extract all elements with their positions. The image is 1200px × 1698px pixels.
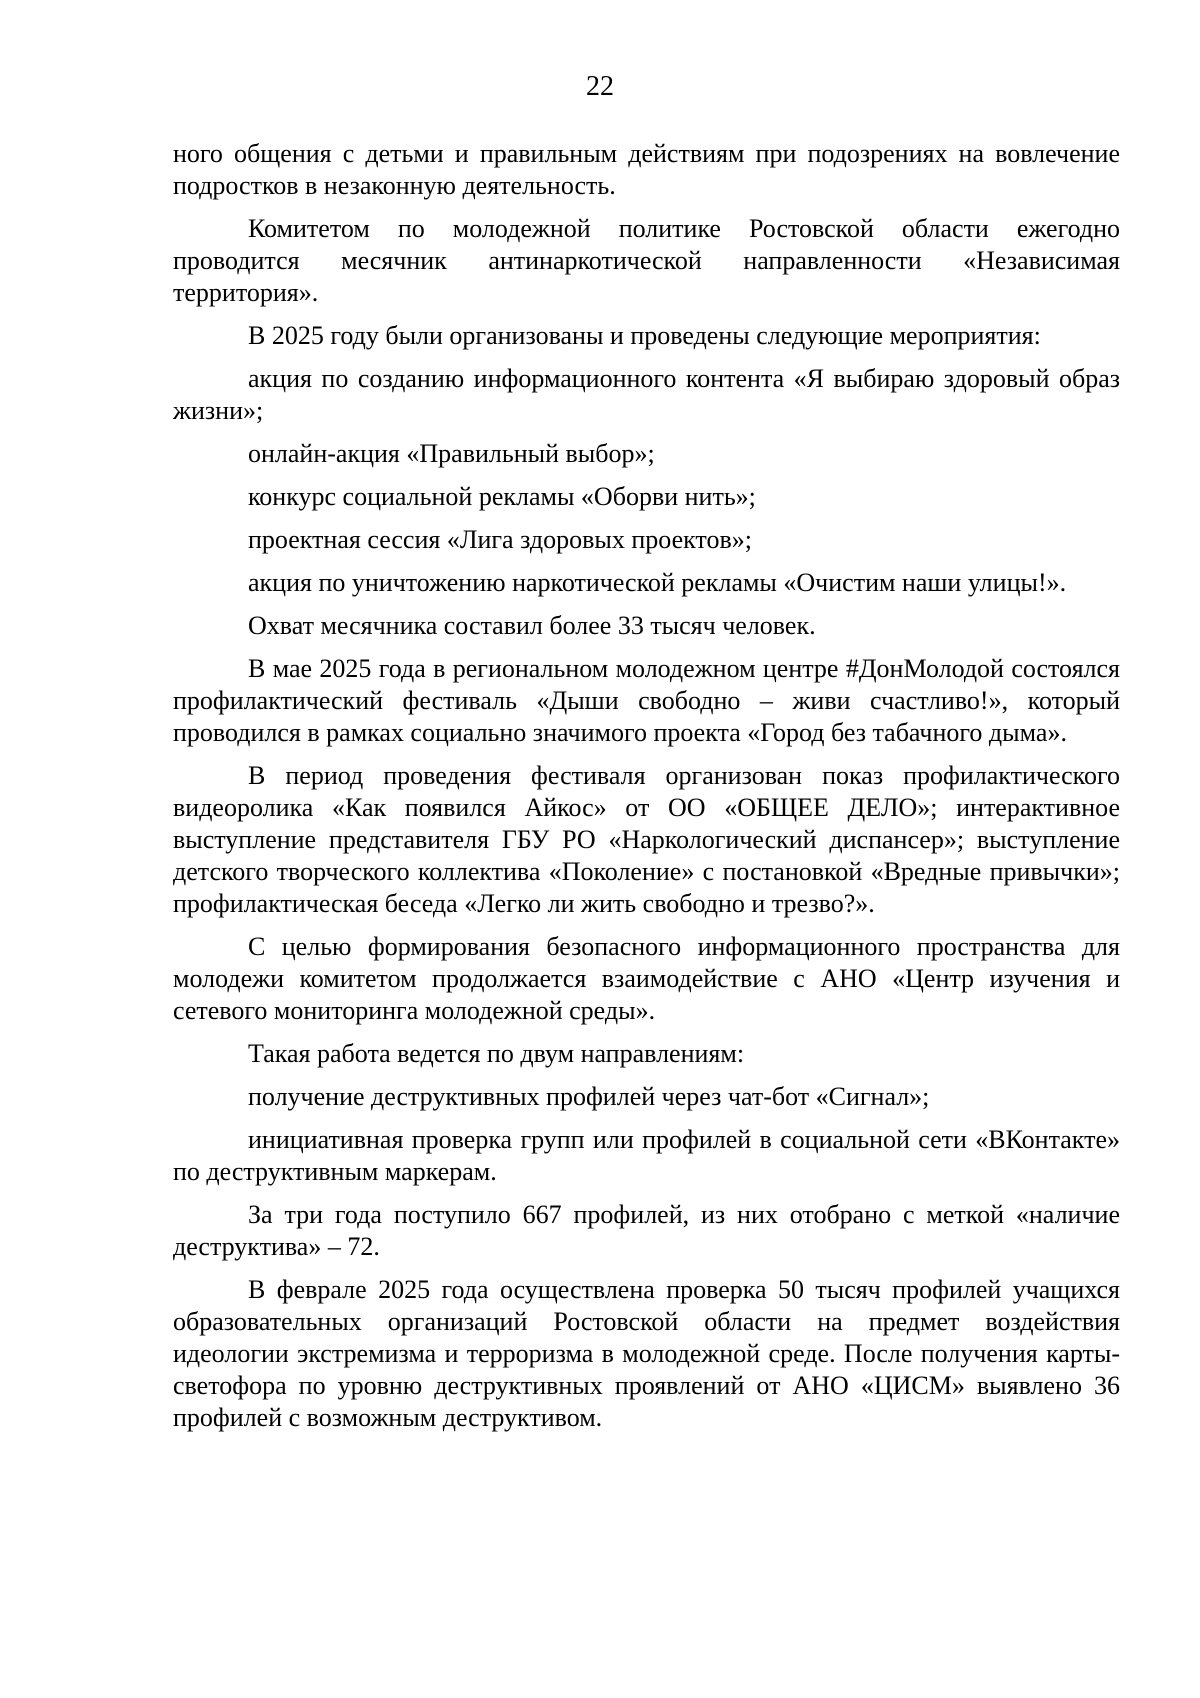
list-item: акция по уничтожению наркотической рекламы «Очистим наши улицы!».: [248, 568, 1067, 597]
list-item: онлайн-акция «Правильный выбор»;: [248, 439, 655, 468]
paragraph: С целью формирования безопасного информационного пространства для молодежи комитетом продолжается взаимодействие с АНО «Центр изучения и сетевого мониторинга молодежной среды».: [173, 932, 1120, 1025]
paragraph: В период проведения фестиваля организован показ профилактического видеоролика «Как появился Айкос» от ОО «ОБЩЕЕ ДЕЛО»; интерактивное выступление представителя ГБУ РО «Наркологический диспансер»; выступление детского творческого коллектива «Поколение» с постановкой «Вредные привычки»; профилактическая беседа «Легко ли жить свободно и трезво?».: [173, 761, 1120, 918]
list-item: инициативная проверка групп или профилей в социальной сети «ВКонтакте» по деструктивным маркерам.: [173, 1125, 1120, 1186]
list-item: конкурс социальной рекламы «Оборви нить»;: [248, 482, 756, 511]
paragraph-continuation: ного общения с детьми и правильным действиям при подозрениях на вовлечение подростков в незаконную деятельность.: [173, 139, 1120, 200]
paragraph: В 2025 году были организованы и проведены следующие мероприятия:: [248, 321, 1041, 350]
paragraph: Охват месячника составил более 33 тысяч человек.: [248, 611, 816, 640]
paragraph: В мае 2025 года в региональном молодежном центре #ДонМолодой состоялся профилактический фестиваль «Дыши свободно – живи счастливо!», который проводился в рамках социально значимого проекта «Город без табачного дыма».: [173, 654, 1120, 747]
paragraph: За три года поступило 667 профилей, из них отобрано с меткой «наличие деструктива» – 72.: [173, 1200, 1120, 1261]
page-number: 22: [586, 71, 614, 102]
paragraph: Такая работа ведется по двум направлениям:: [248, 1039, 745, 1068]
document-body: [173, 138, 1120, 1445]
paragraph: В феврале 2025 года осуществлена проверка 50 тысяч профилей учащихся образовательных организаций Ростовской области на предмет воздействия идеологии экстремизма и терроризма в молодежной среде. После получения карты-светофора по уровню деструктивных проявлений от АНО «ЦИСМ» выявлено 36 профилей с возможным деструктивом.: [173, 1275, 1120, 1432]
list-item: проектная сессия «Лига здоровых проектов»;: [248, 525, 752, 554]
paragraph: Комитетом по молодежной политике Ростовской области ежегодно проводится месячник антинаркотической направленности «Независимая территория».: [173, 214, 1120, 307]
list-item: акция по созданию информационного контента «Я выбираю здоровый образ жизни»;: [173, 364, 1120, 425]
list-item: получение деструктивных профилей через чат-бот «Сигнал»;: [248, 1082, 930, 1111]
